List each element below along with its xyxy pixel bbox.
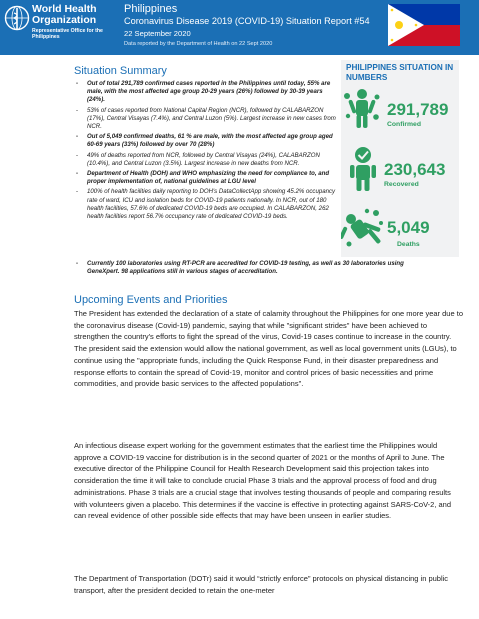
list-item: - Department of Health (DOH) and WHO emphasizing the need for compliance to, and proper implementation of, national guidelines at LGU level xyxy=(74,170,336,186)
deaths-count: 5,049 xyxy=(387,218,430,237)
list-item: - Out of 5,049 confirmed deaths, 61 % are male, with the most affected age group aged 60-69 years (33%) followed by over 70 (28%) xyxy=(74,133,336,149)
list-item: - 100% of health facilities daily reporting to DOH's DataCollectApp showing 45.2% occupancy rate of ward, ICU and isolation beds for COVID-19 patients nationally. In NCR, out of 180 health facilities, 57.6% of dedicated COVID-19 beds are occupied. In CALABARZON, 262 health facilities report 56.7% occupancy rate of dedicated COVID-19 beds. xyxy=(74,188,336,221)
recovered-count: 230,643 xyxy=(384,160,446,179)
numbers-panel-title: PHILIPPINES SITUATION IN NUMBERS xyxy=(346,63,454,82)
recovered-label: Recovered xyxy=(384,181,419,188)
recovered-person-icon xyxy=(343,146,383,192)
deaths-label: Deaths xyxy=(397,241,420,248)
report-title: Coronavirus Disease 2019 (COVID-19) Situation Report #54 xyxy=(124,16,370,26)
list-item: - Currently 100 laboratories using RT-PCR are accredited for COVID-19 testing, as well as 30 laboratories using GeneXpert. 98 applications still in various stages of accreditation. xyxy=(74,260,414,276)
situation-numbers-panel xyxy=(341,60,459,257)
events-paragraph-1: The President has extended the declaration of a state of calamity throughout the Philippines for one more year due to the coronavirus disease (Covid-19) pandemic, saying that while "significant strides" have been achieved to strengthen the country's efforts to fight the spread of the virus, Covid-19 cases continue to increase in the country. The president said the extension would allow the national government, as well as local government units (LGUs), to continue using the "appropriate funds, including the Quick Response Fund, in their disaster preparedness and response efforts to contain the spread of Covid-19, monitor and control prices of basic necessities and prime commodities, and provide basic services to the affected populations". xyxy=(74,309,463,389)
org-name: World Health Organization xyxy=(32,3,97,26)
list-item: - 53% of cases reported from National Capital Region (NCR), followed by CALABARZON (17%), Central Visayas (7.4%), and Central Luzon (5%). Largest increase in new cases from NCR. xyxy=(74,107,336,132)
org-subtitle: Representative Office for the Philippines xyxy=(32,28,103,40)
summary-list xyxy=(74,80,336,223)
events-paragraph-3: The Department of Transportation (DOTr) said it would “strictly enforce” protocols on physical distancing in public transport, after the president decided to retain the one-meter xyxy=(74,574,449,595)
confirmed-count: 291,789 xyxy=(387,100,449,119)
list-item: - 49% of deaths reported from NCR, followed by Central Visayas (24%), CALABARZON (10.4%), and Central Luzon (3.5%). Largest increase in new deaths from NCR. xyxy=(74,152,336,168)
confirmed-label: Confirmed xyxy=(387,121,421,128)
philippines-flag-icon xyxy=(388,4,460,46)
virus-person-icon xyxy=(342,86,382,130)
falling-person-icon xyxy=(341,203,387,251)
events-paragraph-2: An infectious disease expert working for the government estimates that the earliest time the Philippines would approve a COVID-19 vaccine for distribution is in the second quarter of 2021 or the months of April to June. The executive director of the Philippine Council for Health Research Development said this projection takes into consideration the time it will take to conclude crucial Phase 3 trials and the approval process of food and drug administrations. Phase 3 trials are a crucial stage that involves testing thousands of people and comparing results with volunteers given a placebo. This determines if the vaccine is effective in protecting against SARS-CoV-2, and can reveal evidence of other possible side effects that may have been unseen in earlier studies. xyxy=(74,441,452,521)
report-date: 22 September 2020 xyxy=(124,29,191,38)
country-name: Philippines xyxy=(124,3,178,15)
situation-summary-title: Situation Summary xyxy=(74,65,167,77)
who-emblem-icon xyxy=(4,5,30,31)
upcoming-events-title: Upcoming Events and Priorities xyxy=(74,294,228,306)
summary-list-wide xyxy=(74,260,414,276)
report-header xyxy=(0,0,479,55)
data-source: Data reported by the Department of Health on 22 Sept 2020 xyxy=(124,41,273,47)
list-item: - Out of total 291,789 confirmed cases reported in the Philippines until today, 55% are male, with the most affected age group 20-29 years (26%) followed by 30-39 years (24%). xyxy=(74,80,336,105)
